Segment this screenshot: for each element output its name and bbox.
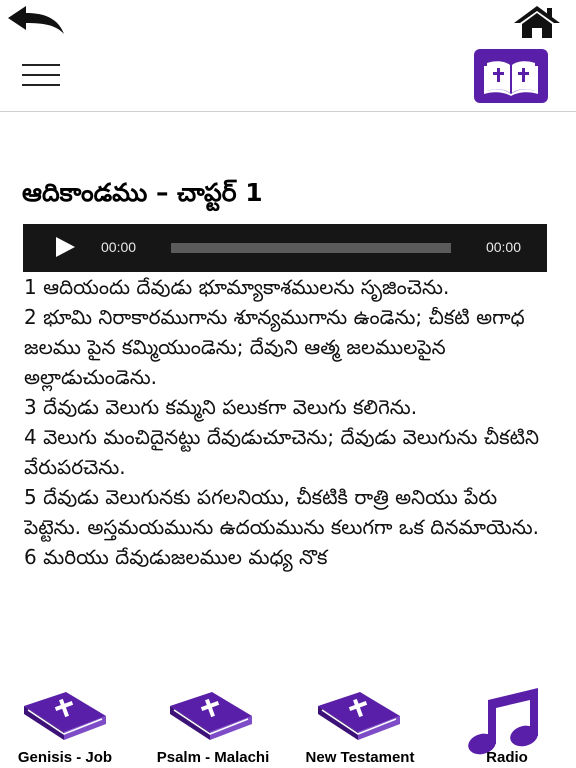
home-icon bbox=[512, 4, 562, 40]
verse-text: 6 మరియు దేవుడుజలముల మధ్య నొక bbox=[24, 545, 328, 569]
duration: 00:00 bbox=[485, 239, 521, 255]
audio-player bbox=[23, 224, 547, 272]
verse-text: 1 ఆదియందు దేవుడు భూమ్యాకాశములను సృజించెను. bbox=[24, 275, 450, 299]
nav-genisis-job[interactable] bbox=[0, 682, 130, 768]
back-button[interactable] bbox=[8, 6, 66, 36]
nav-radio[interactable] bbox=[446, 682, 568, 768]
bible-book-icon bbox=[168, 686, 254, 742]
bible-book-button[interactable] bbox=[474, 49, 548, 103]
hamburger-menu-button[interactable] bbox=[22, 64, 60, 90]
nav-label: Psalm - Malachi bbox=[156, 749, 270, 766]
music-note-icon bbox=[466, 686, 546, 756]
nav-label: Genisis - Job bbox=[17, 749, 113, 766]
home-button[interactable] bbox=[512, 4, 562, 40]
current-time: 00:00 bbox=[101, 239, 137, 255]
verse-list[interactable] bbox=[24, 272, 544, 688]
nav-label: Radio bbox=[486, 749, 528, 766]
bible-book-icon bbox=[474, 49, 548, 103]
menu-bar bbox=[22, 84, 60, 86]
seek-bar[interactable] bbox=[171, 243, 451, 253]
verse-text: 5 దేవుడు వెలుగునకు పగలనియు, చీకటికి రాత్రి అనియు పేరు పెట్టెను. అస్తమయమును ఉదయమును కలుగగా ఒక దినమాయెను. bbox=[24, 485, 540, 539]
top-bar bbox=[0, 0, 576, 112]
play-icon[interactable] bbox=[56, 237, 75, 257]
bottom-nav bbox=[0, 682, 576, 768]
nav-psalm-malachi[interactable] bbox=[138, 682, 288, 768]
back-arrow-icon bbox=[8, 6, 66, 36]
bible-book-icon bbox=[316, 686, 402, 742]
menu-bar bbox=[22, 74, 60, 76]
verse-text: 4 వెలుగు మంచిదైనట్టు దేవుడుచూచెను; దేవుడు వెలుగును చీకటిని వేరుపరచెను. bbox=[24, 425, 540, 479]
verse-text: 3 దేవుడు వెలుగు కమ్మని పలుకగా వెలుగు కలిగెను. bbox=[24, 395, 418, 419]
menu-bar bbox=[22, 64, 60, 66]
nav-new-testament[interactable] bbox=[288, 682, 432, 768]
chapter-title: ఆదికాండము – చాప్టర్ 1 bbox=[22, 178, 263, 207]
bible-book-icon bbox=[22, 686, 108, 742]
nav-label: New Testament bbox=[305, 749, 415, 766]
verse-text: 2 భూమి నిరాకారముగాను శూన్యముగాను ఉండెను; చీకటి అగాధ జలము పైన కమ్మియుండెను; దేవుని ఆత్మ జలములపైన అల్లాడుచుండెను. bbox=[24, 305, 525, 389]
